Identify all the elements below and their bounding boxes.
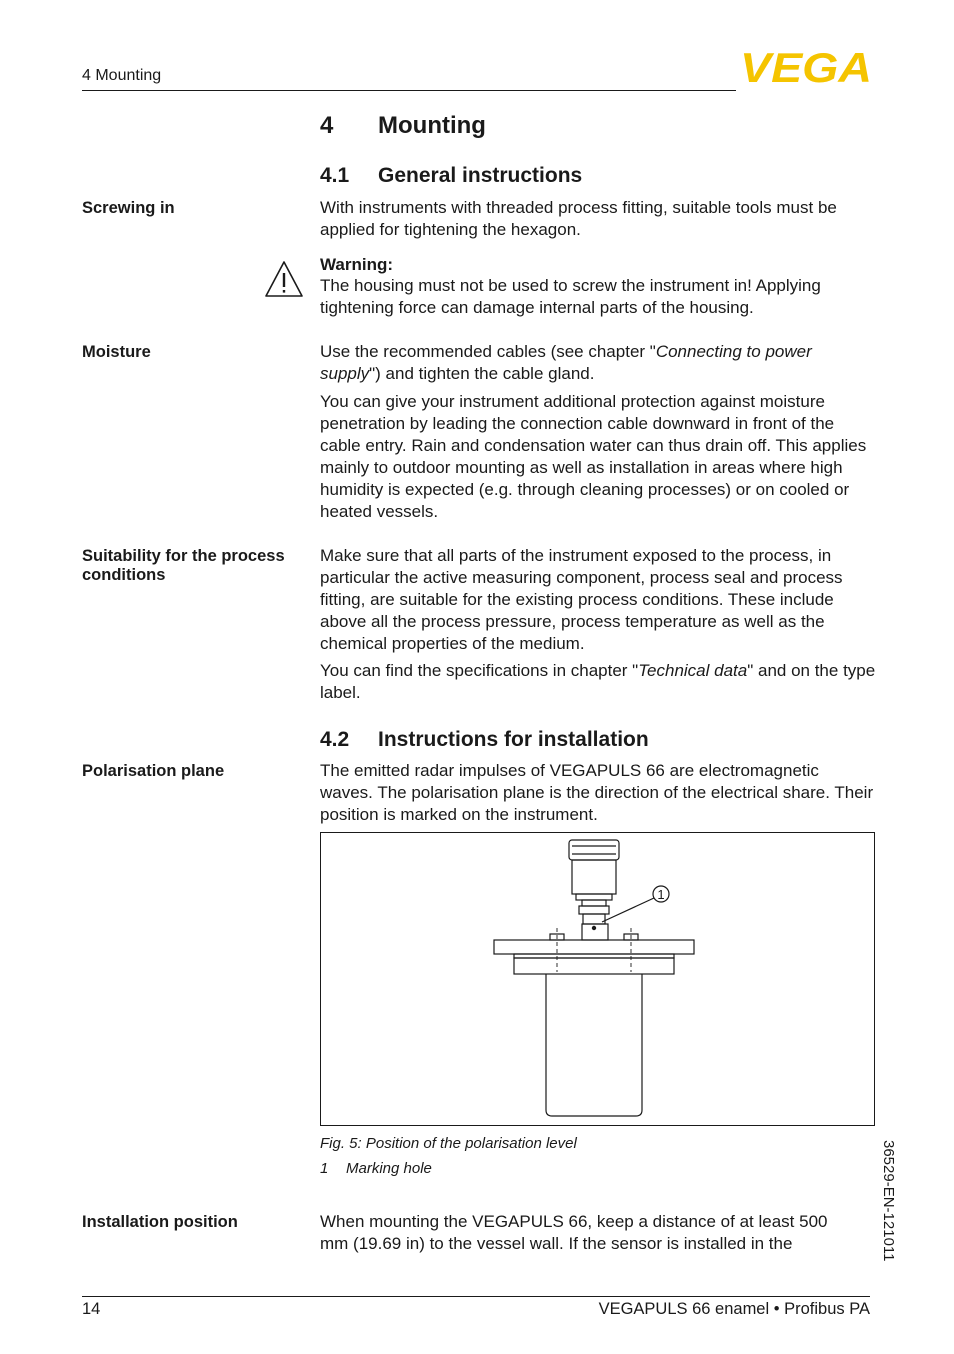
footer-rule: [82, 1296, 870, 1297]
screwing-text: With instruments with threaded process fitting, suitable tools must be applied for tightening the hexagon.: [320, 198, 837, 239]
header-rule: [82, 90, 736, 91]
polarisation-label: Polarisation plane: [82, 762, 225, 780]
polarisation-text: The emitted radar impulses of VEGAPULS 66 are electromagnetic waves. The polarisation plane is the direction of the electrical share. Their position is marked on the instrument.: [320, 761, 874, 824]
warning-title: Warning:: [320, 255, 394, 274]
moisture-paragraph-2: You can give your instrument additional protection against moisture penetration by leading the connection cable downward in front of the cable entry. Rain and condensation water can thus drain off. This applies mainly to outdoor mounting as well as installation in areas where high humidity is expected (e.g. through cleaning processes) or on cooled or heated vessels.: [320, 392, 867, 521]
moisture-paragraph-1: Use the recommended cables (see chapter "Connecting to power supply") and tighten the cable gland.: [320, 342, 812, 383]
suitability-paragraph-2: You can find the specifications in chapter "Technical data" and on the type label.: [320, 661, 876, 702]
logo-text: VEGA: [740, 48, 872, 88]
figure-caption: Fig. 5: Position of the polarisation level: [320, 1135, 577, 1152]
footer-product: VEGAPULS 66 enamel • Profibus PA: [598, 1300, 870, 1318]
document-code: 36529-EN-121011: [880, 1140, 897, 1262]
screwing-label: Screwing in: [82, 199, 175, 217]
section-4-2-title: 4.2 Instructions for installation: [320, 728, 649, 751]
installation-text: When mounting the VEGAPULS 66, keep a distance of at least 500 mm (19.69 in) to the vessel wall. If the sensor is installed in the: [320, 1212, 828, 1253]
figure-callout-number: 1: [657, 887, 665, 902]
sensor-drawing: [320, 832, 875, 1126]
chapter-title: 4 Mounting: [320, 112, 486, 139]
installation-label: Installation position: [82, 1213, 238, 1231]
figure-legend: 1 Marking hole: [320, 1160, 432, 1177]
vega-logo: [740, 48, 874, 88]
header-section-label: 4 Mounting: [82, 67, 162, 84]
moisture-label: Moisture: [82, 343, 151, 361]
warning-icon: [264, 260, 304, 298]
section-4-1-title: 4.1 General instructions: [320, 164, 583, 187]
suitability-label: Suitability for the process conditions: [82, 547, 285, 584]
warning-text: The housing must not be used to screw the instrument in! Applying tightening force can damage internal parts of the housing.: [320, 276, 821, 317]
suitability-paragraph-1: Make sure that all parts of the instrument exposed to the process, in particular the active measuring component, process seal and process fitting, are suitable for the existing process conditions. These include above all the process pressure, process temperature as well as the chemical properties of the medium.: [320, 546, 843, 653]
page-number: 14: [82, 1300, 101, 1318]
